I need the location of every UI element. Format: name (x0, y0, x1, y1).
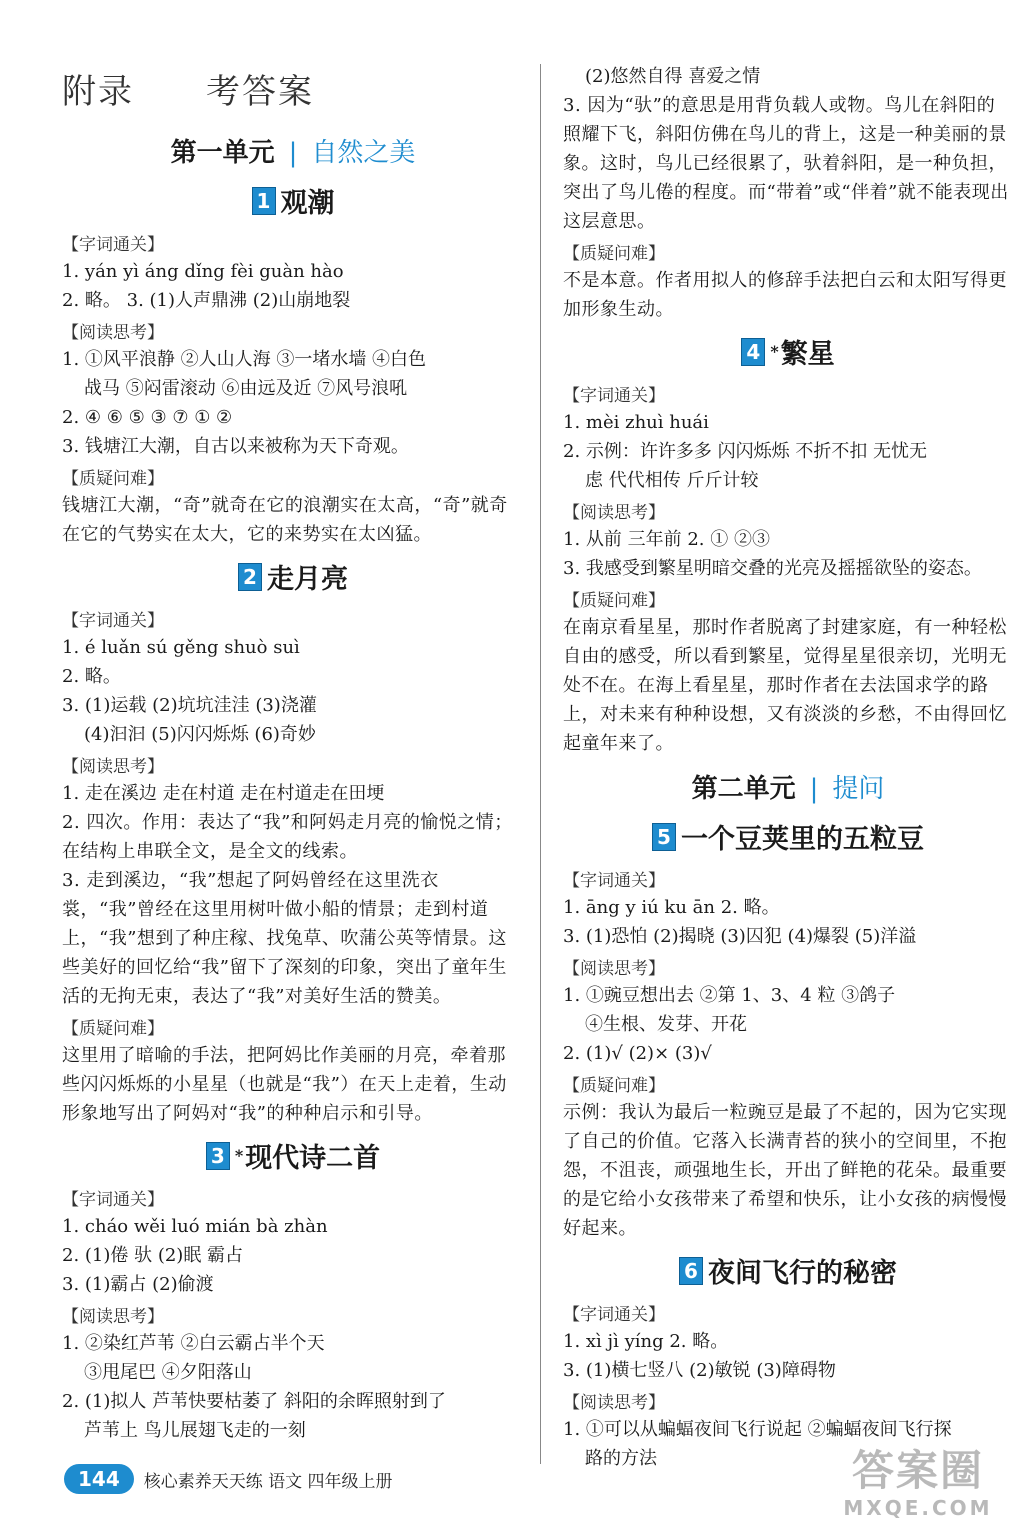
lesson-title-3: 3 * 现代诗二首 (62, 1136, 524, 1175)
header-part1: 附录 (62, 72, 134, 112)
lesson-number-badge: 2 (238, 563, 262, 591)
column-divider (540, 64, 541, 1464)
section-label: 【阅读思考】 (62, 323, 164, 343)
lesson-title-6: 6 夜间飞行的秘密 (563, 1251, 1013, 1290)
right-column: (2)悠然自得 喜爱之情 3. 因为“驮”的意思是用背负载人或物。鸟儿在斜阳的照耀下飞，斜阳仿佛在鸟儿的背上，这是一种美丽的景象。这时，鸟儿已经很累了，驮着斜阳，是一种负担，突出了鸟儿倦的程度。而“带着”或“伴着”就不能表现出这层意思。 【质疑问难】 不是本意。作者用拟人的修辞手法把白云和太阳写得更加形象生动。 4 * 繁星 【字词通关】 1. mèi zhuì huái 2. 示例：许许多多 闪闪烁烁 不折不扣 无忧无 虑 代代相传 斤斤计较 【阅读思考】 1. 从前 三年前 2. ① ②③ 3. 我感受到繁星明暗交叠的光亮及摇摇欲坠的姿态。 【质疑问难】 在南京看星星，那时作者脱离了封建家庭，有一种轻松自由的感受，所以看到繁星，觉得星星很亲切，光明无处不在。在海上看星星，那时作者在去法国求学的路上，对未来有种种设想，又有淡淡的乡愁，不由得回忆起童年来了。 第二单元 | 提问 5 一个豆荚里的五粒豆 【字词通关】 1. āng y iú ku ān 2. 略。 3. (1)恐怕 (2)揭晓 (3)囚犯 (4)爆裂 (5)洋溢 【阅读思考】 1. ①豌豆想出去 ②第 1、3、4 粒 ③鸽子 ④生根、发芽、开花 2. (1)√ (2)× (3)√ 【质疑问难】 示例：我认为最后一粒豌豆是最了不起的，因为它实现了自己的价值。它落入长满青苔的狭小的空间里，不抱怨，不沮丧，顽强地生长，开出了鲜艳的花朵。最重要的是它给小女孩带来了希望和快乐，让小女孩的病慢慢好起来。 6 夜间飞行的秘密 【字词通关】 1. xì jì yíng 2. 略。 3. (1)横七竖八 (2)敏锐 (3)障碍物 【阅读思考】 1. ①可以从蝙蝠夜间飞行说起 ②蝙蝠夜间飞行探 路的方法 (563, 62, 1013, 1473)
watermark-logo: 答案圈 MXQE.COM (843, 1446, 993, 1520)
unit-heading-2: 第二单元 | 提问 (691, 774, 885, 804)
section-label: 【阅读思考】 (62, 1307, 164, 1327)
section-label: 【阅读思考】 (563, 959, 665, 979)
section-label: 【阅读思考】 (563, 1393, 665, 1413)
section-label: 【字词通关】 (62, 611, 164, 631)
section-label: 【质疑问难】 (563, 1076, 665, 1096)
section-label: 【质疑问难】 (563, 591, 665, 611)
lesson-number-badge: 5 (652, 823, 676, 851)
book-title: 核心素养天天练 语文 四年级上册 (143, 1471, 393, 1492)
lesson-title-1: 1 观潮 (62, 181, 524, 220)
lesson-number-badge: 1 (252, 187, 276, 215)
lesson-title-2: 2 走月亮 (62, 557, 524, 596)
section-label: 【阅读思考】 (563, 503, 665, 523)
page-number: 144 (64, 1464, 134, 1494)
section-label: 【质疑问难】 (62, 1019, 164, 1039)
lesson-title-5: 5 一个豆荚里的五粒豆 (563, 817, 1013, 856)
section-label: 【质疑问难】 (62, 469, 164, 489)
section-label: 【阅读思考】 (62, 757, 164, 777)
lesson-title-4: 4 * 繁星 (563, 332, 1013, 371)
left-column: 第一单元 | 自然之美 1 观潮 【字词通关】 1. yán yì áng dǐng fèi guàn hào 2. 略。 3. (1)人声鼎沸 (2)山崩地裂 【阅读思考】 1. ①风平浪静 ②人山人海 ③一堵水墙 ④白色 战马 ⑤闷雷滚动 ⑥由远及近 ⑦风号浪吼 2. ④ ⑥ ⑤ ③ ⑦ ① ② 3. 钱塘江大潮，自古以来被称为天下奇观。 【质疑问难】 钱塘江大潮，“奇”就奇在它的浪潮实在太高，“奇”就奇在它的气势实在太大，它的来势实在太凶猛。 2 走月亮 【字词通关】 1. é luǎn sú gěng shuò suì 2. 略。 3. (1)运载 (2)坑坑洼洼 (3)浇灌 (4)汩汩 (5)闪闪烁烁 (6)奇妙 【阅读思考】 1. 走在溪边 走在村道 走在村道走在田埂 2. 四次。作用：表达了“我”和阿妈走月亮的愉悦之情；在结构上串联全文，是全文的线索。 3. 走到溪边，“我”想起了阿妈曾经在这里洗衣裳，“我”曾经在这里用树叶做小船的情景；走到村道上，“我”想到了种庄稼、找兔草、吹蒲公英等情景。这些美好的回忆给“我”留下了深刻的印象，突出了童年生活的无拘无束，表达了“我”对美好生活的赞美。 【质疑问难】 这里用了暗喻的手法，把阿妈比作美丽的月亮，牵着那些闪闪烁烁的小星星（也就是“我”）在天上走着，生动形象地写出了阿妈对“我”的种种启示和引导。 3 * 现代诗二首 【字词通关】 1. cháo wěi luó mián bà zhàn 2. (1)倦 驮 (2)眠 霸占 3. (1)霸占 (2)偷渡 【阅读思考】 1. ②染红芦苇 ②白云霸占半个天 ③甩尾巴 ④夕阳落山 2. (1)拟人 芦苇快要枯萎了 斜阳的余晖照射到了 芦苇上 鸟儿展翅飞走的一刻 (62, 128, 524, 1445)
unit-heading-1: 第一单元 | 自然之美 (170, 138, 416, 168)
lesson-number-badge: 4 (741, 338, 765, 366)
section-label: 【字词通关】 (563, 871, 665, 891)
section-label: 【字词通关】 (62, 235, 164, 255)
lesson-number-badge: 3 (206, 1142, 230, 1170)
section-label: 【字词通关】 (62, 1190, 164, 1210)
lesson-number-badge: 6 (679, 1257, 703, 1285)
section-label: 【字词通关】 (563, 1305, 665, 1325)
header-part2: 考答案 (206, 72, 314, 112)
appendix-header (62, 64, 314, 113)
section-label: 【字词通关】 (563, 386, 665, 406)
section-label: 【质疑问难】 (563, 244, 665, 264)
page-footer (64, 1462, 393, 1496)
